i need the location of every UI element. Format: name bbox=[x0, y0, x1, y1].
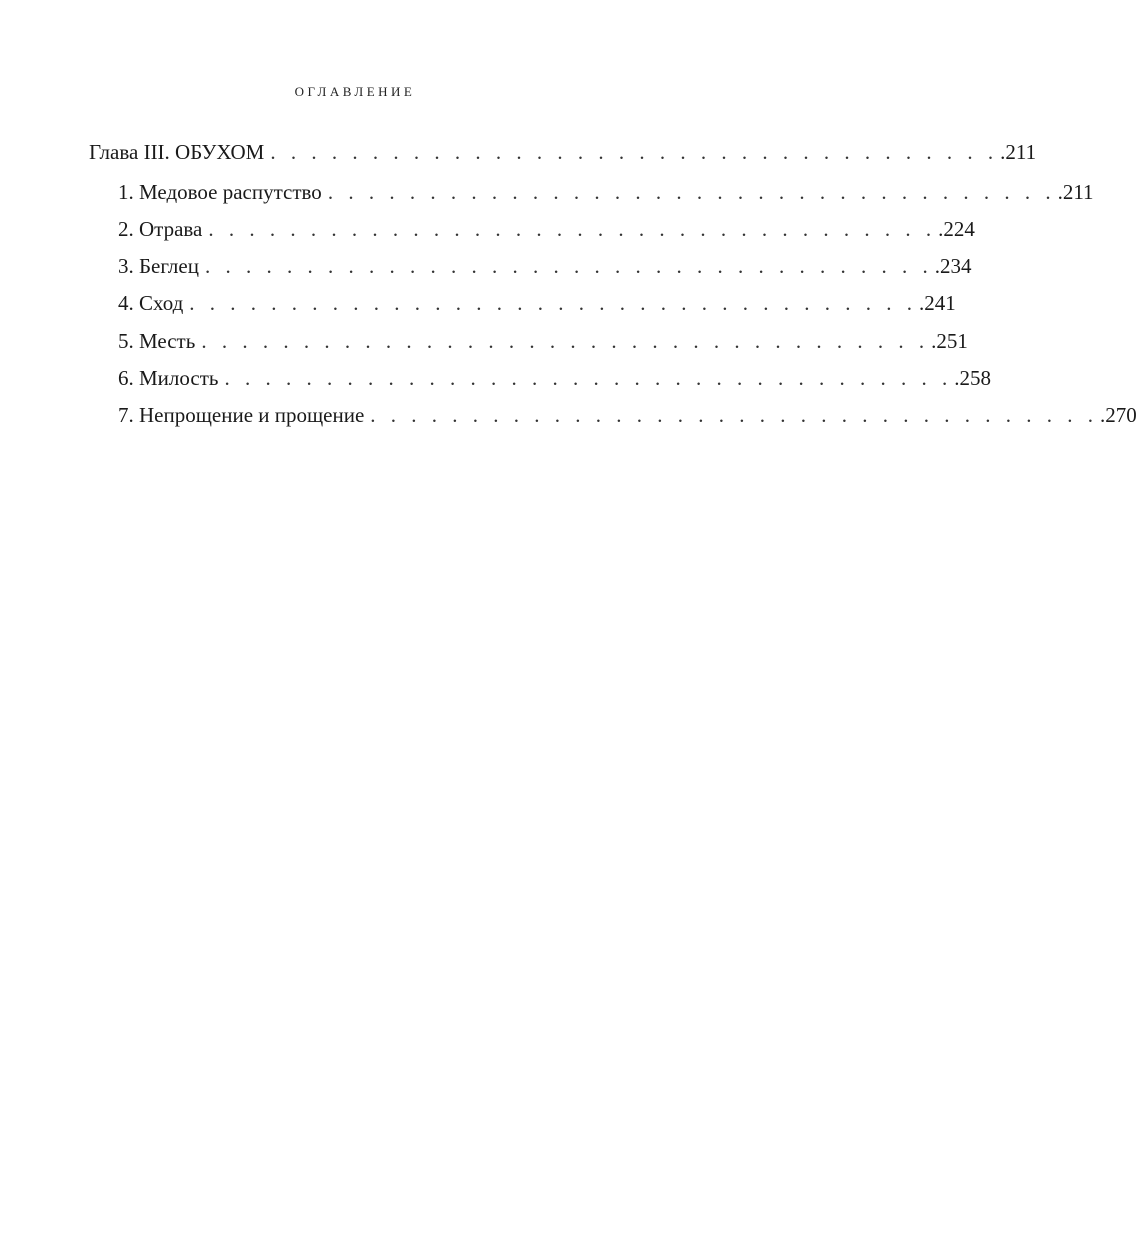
toc-section-page: .270 bbox=[1100, 403, 1137, 427]
toc-chapter-entry bbox=[89, 139, 1037, 165]
toc-leader-dots: . . . . . . . . . . . . . . . . . . . . . . . . . . . . . . . . . . . . bbox=[224, 366, 953, 390]
toc-leader-dots: . . . . . . . . . . . . . . . . . . . . . . . . . . . . . . . . . . . . bbox=[201, 329, 930, 353]
toc-leader-dots: . . . . . . . . . . . . . . . . . . . . . . . . . . . . . . . . . . . . bbox=[189, 291, 918, 315]
toc-leader-dots: . . . . . . . . . . . . . . . . . . . . . . . . . . . . . . . . . . . . bbox=[204, 254, 933, 278]
toc-section-page: .251 bbox=[931, 329, 968, 353]
toc-section-entry bbox=[118, 328, 968, 354]
toc-section-title: 4. Сход bbox=[118, 291, 184, 315]
toc-section-entry bbox=[118, 216, 975, 242]
toc-section-page: .211 bbox=[1057, 180, 1094, 204]
toc-leader-dots: . . . . . . . . . . . . . . . . . . . . . . . . . . . . . . . . . . . . bbox=[370, 403, 1099, 427]
toc-section-title: 7. Непрощение и прощение bbox=[118, 403, 365, 427]
toc-section-title: 6. Милость bbox=[118, 366, 219, 390]
toc-section-title: 1. Медовое распутство bbox=[118, 180, 322, 204]
toc-chapter-page: .211 bbox=[1000, 140, 1037, 164]
toc-heading: ОГЛАВЛЕНИЕ bbox=[294, 84, 416, 99]
toc-section-entry bbox=[118, 365, 991, 391]
toc-section-title: 2. Отрава bbox=[118, 217, 203, 241]
toc-section-entry bbox=[118, 290, 956, 316]
toc-leader-dots: . . . . . . . . . . . . . . . . . . . . . . . . . . . . . . . . . . . . bbox=[327, 180, 1056, 204]
toc-section-entry bbox=[118, 253, 972, 279]
toc-leader-dots: . . . . . . . . . . . . . . . . . . . . . . . . . . . . . . . . . . . . bbox=[270, 140, 999, 164]
toc-section-entry bbox=[118, 402, 1137, 428]
toc-section-title: 3. Беглец bbox=[118, 254, 199, 278]
toc-leader-dots: . . . . . . . . . . . . . . . . . . . . . . . . . . . . . . . . . . . . bbox=[208, 217, 937, 241]
toc-section-page: .241 bbox=[919, 291, 956, 315]
toc-section-page: .234 bbox=[934, 254, 972, 278]
toc-chapter-title: Глава III. ОБУХОМ bbox=[89, 140, 265, 164]
toc-section-page: .224 bbox=[938, 217, 975, 241]
toc-section-page: .258 bbox=[954, 366, 991, 390]
toc-section-entry bbox=[118, 179, 1094, 205]
toc-section-title: 5. Месть bbox=[118, 329, 196, 353]
